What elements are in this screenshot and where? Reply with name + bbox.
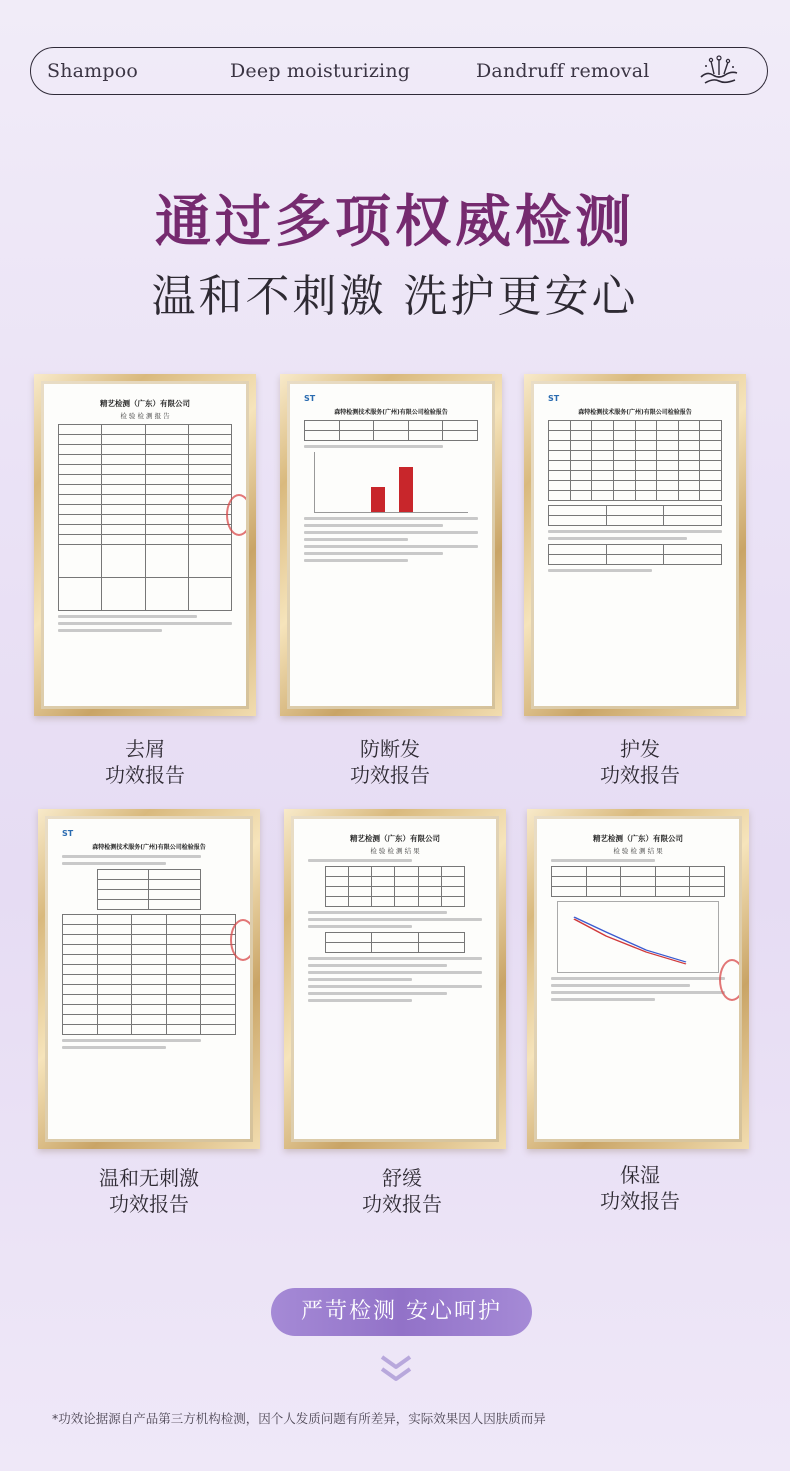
report-certificate-anti-breakage <box>280 374 502 716</box>
page-subtitle: 温和不刺激 洗护更安心 <box>151 271 639 322</box>
top-tag-bar <box>30 47 768 95</box>
report-type: 功效报告 <box>109 1192 189 1216</box>
report-name: 防断发 <box>360 737 420 761</box>
tag-dandruff-removal: Dandruff removal <box>476 60 650 82</box>
report-table <box>58 424 232 611</box>
tag-deep-moisturizing: Deep moisturizing <box>230 60 411 82</box>
report-type: 功效报告 <box>350 763 430 787</box>
report-name: 保湿 <box>620 1163 660 1187</box>
report-doc-title: 森特检测技术服务(广州)有限公司检验报告 <box>92 844 206 851</box>
report-doc-title: 森特检测技术服务(广州)有限公司检验报告 <box>334 409 448 416</box>
report-table <box>62 914 236 1035</box>
disclaimer-text: *功效论据源自产品第三方机构检测，因个人发质问题有所差异，实际效果因人因肤质而异 <box>52 1411 546 1426</box>
report-doc-title: 精艺检测（广东）有限公司 <box>100 399 190 408</box>
report-name: 护发 <box>620 737 660 761</box>
report-caption-anti-breakage <box>290 736 490 788</box>
line-chart <box>557 901 719 973</box>
report-caption-anti-dandruff <box>45 736 245 788</box>
tag-shampoo: Shampoo <box>47 60 139 82</box>
report-doc-subtitle: 检 验 检 测 结 果 <box>613 847 663 855</box>
report-table <box>325 866 464 907</box>
report-doc-subtitle: 检 验 检 测 结 果 <box>370 847 420 855</box>
report-type: 功效报告 <box>600 763 680 787</box>
seal-stamp <box>226 494 246 536</box>
seal-stamp <box>719 959 739 1001</box>
report-name: 去屑 <box>125 737 165 761</box>
bar-chart <box>314 452 468 513</box>
page-title: 通过多项权威检测 <box>155 190 635 255</box>
report-name: 舒缓 <box>382 1166 422 1190</box>
report-table <box>304 420 478 441</box>
report-certificate-moisturizing <box>527 809 749 1149</box>
report-caption-moisturizing <box>540 1162 740 1214</box>
hair-follicle-icon <box>697 53 741 89</box>
report-caption-gentle <box>49 1165 249 1217</box>
report-certificate-gentle <box>38 809 260 1149</box>
report-doc-title: 精艺检测（广东）有限公司 <box>593 834 683 843</box>
report-certificate-anti-dandruff <box>34 374 256 716</box>
lab-logo: ST <box>62 829 74 838</box>
report-caption-soothing <box>302 1165 502 1217</box>
lab-logo: ST <box>304 394 316 403</box>
report-table <box>548 420 722 501</box>
report-doc-title: 精艺检测（广东）有限公司 <box>350 834 440 843</box>
seal-stamp <box>230 919 250 961</box>
report-name: 温和无刺激 <box>99 1166 199 1190</box>
report-type: 功效报告 <box>600 1189 680 1213</box>
report-table <box>551 866 725 897</box>
report-caption-hair-care <box>540 736 740 788</box>
strict-testing-badge: 严苛检测 安心呵护 <box>271 1288 532 1336</box>
report-certificate-hair-care <box>524 374 746 716</box>
lab-logo: ST <box>548 394 560 403</box>
report-certificate-soothing <box>284 809 506 1149</box>
report-type: 功效报告 <box>105 763 185 787</box>
report-doc-subtitle: 检 验 检 测 报 告 <box>120 412 170 420</box>
double-chevron-down-icon <box>378 1351 414 1387</box>
report-type: 功效报告 <box>362 1192 442 1216</box>
report-doc-title: 森特检测技术服务(广州)有限公司检验报告 <box>578 409 692 416</box>
